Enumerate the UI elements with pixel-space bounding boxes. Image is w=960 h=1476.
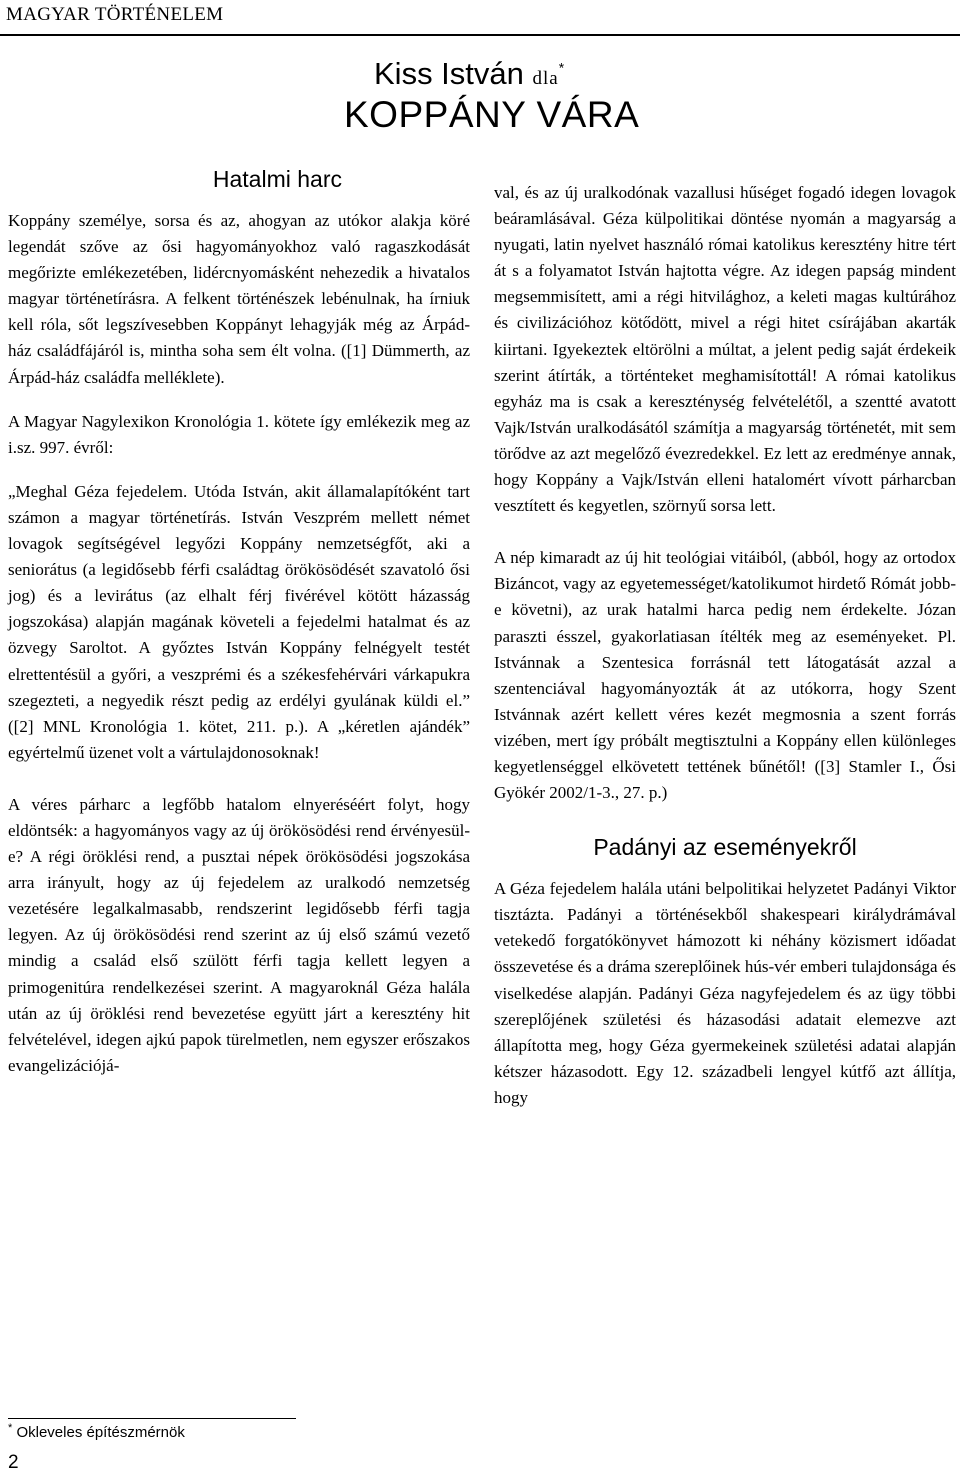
paragraph: A Magyar Nagylexikon Kronológia 1. kötete így emlékezik meg az i.sz. 997. évről: xyxy=(8,411,470,457)
paragraph-quote: „Meghal Géza fejedelem. Utóda István, akit államalapítóként tart számon a magyar történetírás. István Veszprém mellett német lovagok segítségével legyőzi Koppány nemzetségfőt, aki a seniorátus (a legidősebb férfi családtag örökösödését szavatoló ősi jog) és a levirátus (az elhalt férj fivérével kötött házasság jogszokása) alapján magának követeli a fejedelmi hatalmat és az özvegy Saroltot. A győztes István Koppány felnégyelt testét elrettentésül a győri, a veszprémi és a székesfehérvári várkapukra szegezteti, a negyedik részt pedig az erdélyi gyulának küldi el.” ([2] MNL Kronológia 1. kötet, 211. p.). A „kéretlen ajándék” egyértelmű üzenet volt a vártulajdonosoknak! xyxy=(8,481,470,762)
article-title: KOPPÁNY VÁRA xyxy=(344,94,640,135)
header-rule xyxy=(0,34,960,36)
section-heading-padanyi: Padányi az eseményekről xyxy=(593,834,857,861)
running-head: MAGYAR TÖRTÉNELEM xyxy=(6,4,224,25)
page-number: 2 xyxy=(8,1452,19,1473)
author-suffix: dla xyxy=(532,68,559,89)
article-author xyxy=(374,56,564,92)
footnote xyxy=(8,1422,185,1441)
paragraph: val, és az új uralkodónak vazallusi hűséget fogadó idegen lovagok beáramlásával. Géza külpolitikai döntése nyomán a magyarság a nyugati, latin nyelvet használó római katolikus keresztény hitre tért át s a folyamatot István hajtotta végre. Az idegen papság mindent megsemmisített, ami a régi hitvilághoz, a keleti magas kultúrához és civilizációhoz kötődött, mivel a régi hitet csírájában akarták kiirtani. Igyekeztek eltörölni a múltat, a jelent pedig saját érdekeik szerint átírták, a történteket meghamisítottál! A római katolikus egyház ma is csak a kereszténység felvételétől, a szentté avatott Vajk/István uralkodásától számítja a magyarság történetét, mit sem törődve az azt megelőző évezredekkel. Ez lett az eredménye annak, hogy Koppány a Vajk/István elleni hatalomért vívott párharcban vesztített és kegyetlen, szörnyű sorsa lett. xyxy=(494,183,956,516)
footnote-text: Okleveles építészmérnök xyxy=(16,1424,185,1441)
paragraph: A Géza fejedelem halála utáni belpolitikai helyzetet Padányi Viktor tisztázta. Padányi a történésekből shakespeari királydrámával vetekedő forgatókönyvet hámozott ki néhány közismert időadat összevetése és a dráma szereplőinek hús-vér emberi tulajdonsága és viselkedése alapján. Padányi Géza nagyfejedelem és az ügy többi szereplőjének születési és házasodási adatait elemezve azt állapította meg, hogy Géza gyermekeinek születési adatai alapján kétszer házasodott. Egy 12. századbeli lengyel kútfő azt állítja, hogy xyxy=(494,879,956,1107)
paragraph: Koppány személye, sorsa és az, ahogyan az utókor alakja köré legendát szőve az ősi hagyományokhoz való ragaszkodását megőrizte emlékezetében, lidércnyomásként nehezedik a hivatalos magyar történetírásra. A felkent történészek lebénulnak, ha írniuk kell róla, sőt legszívesebben Koppányt lehagyják még az Árpád-ház családfájáról is, mintha soha sem élt volna. ([1] Dümmerth, az Árpád-ház családfa melléklete). xyxy=(8,211,470,387)
author-footnote-mark: * xyxy=(558,59,565,76)
paragraph: A nép kimaradt az új hit teológiai vitáiból, (abból, hogy az ortodox Bizáncot, vagy az egyetemességet/katolikumot hirdető Rómát jobb-e követni), az urak hatalmi harca pedig nem érdekelte. Józan paraszti ésszel, gyakorlatiasan ítélték meg az eseményeket. Pl. Istvánnak a Szentesica forrásnál tett látogatását azzal a szentenciával hagyományozták át az utókorra, hogy Szent Istvánnak azért kellett véres kezét megmosnia a szent forrás vizében, mert így próbált megtisztulni a Koppány ellen különleges kegyetlenséggel elkövetett tettének bűnétől! ([3] Stamler I., Ősi Gyökér 2002/1-3., 27. p.) xyxy=(494,548,956,803)
right-column xyxy=(494,180,956,1111)
author-name: Kiss István xyxy=(374,56,524,91)
footnote-mark: * xyxy=(8,1422,13,1434)
paragraph: A véres párharc a legfőbb hatalom elnyeréséért folyt, hogy eldöntsék: a hagyományos vagy az új örökösödési rend érvényesül-e? A régi öröklési rend, a pusztai népek örökösödési jogszokása arra irányult, hogy az új fejedelem az uralkodó nemzetség vezetésére legalkalmasabb, rendszerint legidősebb férfi tagja legyen. Az új örökösödési rend szerint az új első számú vezető mindig a család első szülött férfi tagja kellett legyen a primogenitúra rendelkezései szerint. A magyaroknál Géza halála után az új öröklési rend bevezetése együtt járt a keresztény hit felvételével, idegen ajkú papok türelmetlen, nem egyszer erőszakos evangelizációjá- xyxy=(8,794,470,1075)
left-column xyxy=(8,164,470,1079)
section-heading-hatalmi-harc: Hatalmi harc xyxy=(212,166,342,192)
footnote-rule xyxy=(8,1418,296,1419)
